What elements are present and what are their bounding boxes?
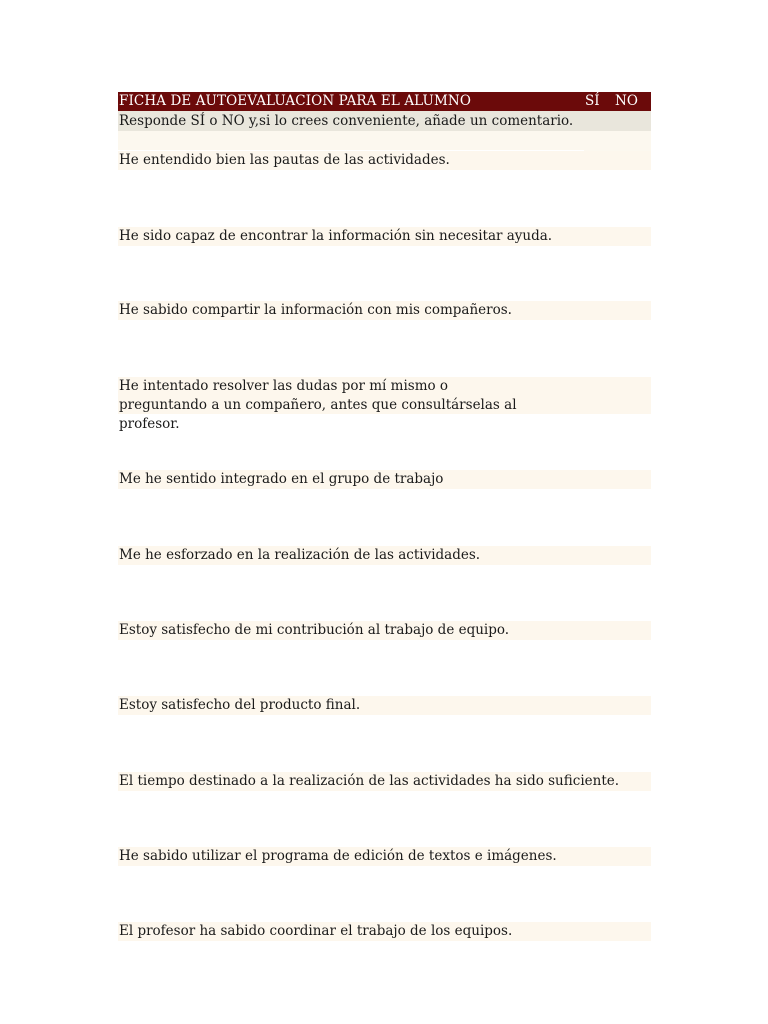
- answer-no-cell[interactable]: [615, 772, 645, 791]
- instructions-row: [118, 111, 651, 131]
- question-text: Estoy satisfecho de mi contribución al trabajo de equipo.: [119, 622, 510, 638]
- answer-si-cell[interactable]: [584, 377, 614, 414]
- answer-no-cell[interactable]: [615, 922, 645, 941]
- answer-no-cell[interactable]: [615, 696, 645, 715]
- question-row: [118, 546, 651, 565]
- header-row: [118, 92, 651, 111]
- answer-no-cell[interactable]: [615, 546, 645, 565]
- question-text: El tiempo destinado a la realización de las actividades ha sido suficiente.: [119, 773, 620, 789]
- answer-no-cell[interactable]: [615, 847, 645, 866]
- question-row: [118, 377, 651, 432]
- question-row: [118, 847, 651, 866]
- column-header-no: NO: [615, 93, 638, 109]
- answer-si-cell[interactable]: [584, 470, 614, 489]
- question-text: He sabido utilizar el programa de edición de textos e imágenes.: [119, 848, 557, 864]
- question-text: He sabido compartir la información con mis compañeros.: [119, 302, 512, 318]
- instructions-text: Responde SÍ o NO y,si lo crees conveniente, añade un comentario.: [119, 113, 574, 129]
- column-header-si: SÍ: [585, 93, 600, 109]
- answer-no-cell[interactable]: [615, 470, 645, 489]
- question-row: [118, 922, 651, 941]
- blank-cell: [118, 131, 584, 151]
- answer-si-cell[interactable]: [584, 847, 614, 866]
- question-row: [118, 227, 651, 246]
- question-text: El profesor ha sabido coordinar el trabajo de los equipos.: [119, 923, 513, 939]
- question-row: [118, 151, 651, 170]
- answer-si-cell[interactable]: [584, 301, 614, 320]
- answer-no-cell[interactable]: [615, 377, 645, 414]
- question-text: Me he esforzado en la realización de las actividades.: [119, 547, 481, 563]
- answer-si-cell[interactable]: [584, 772, 614, 791]
- answer-si-cell[interactable]: [584, 227, 614, 246]
- question-text: Me he sentido integrado en el grupo de trabajo: [119, 471, 444, 487]
- blank-row: [118, 131, 651, 151]
- question-text: Estoy satisfecho del producto final.: [119, 697, 361, 713]
- self-assessment-sheet: [118, 0, 651, 1024]
- answer-si-cell[interactable]: [584, 546, 614, 565]
- answer-si-cell[interactable]: [584, 151, 614, 170]
- answer-si-cell[interactable]: [584, 621, 614, 640]
- question-row: [118, 621, 651, 640]
- sheet-title: FICHA DE AUTOEVALUACION PARA EL ALUMNO: [119, 93, 471, 109]
- question-text: He intentado resolver las dudas por mí mismo o preguntando a un compañero, antes que consultárselas al profesor.: [119, 378, 517, 432]
- question-text: He entendido bien las pautas de las actividades.: [119, 152, 450, 168]
- answer-no-cell[interactable]: [615, 151, 645, 170]
- answer-no-cell[interactable]: [615, 227, 645, 246]
- answer-si-cell[interactable]: [584, 922, 614, 941]
- answer-no-cell[interactable]: [615, 621, 645, 640]
- question-row: [118, 772, 651, 791]
- question-text: He sido capaz de encontrar la información sin necesitar ayuda.: [119, 228, 553, 244]
- answer-no-cell[interactable]: [615, 301, 645, 320]
- answer-si-cell[interactable]: [584, 696, 614, 715]
- question-row: [118, 301, 651, 320]
- question-row: [118, 470, 651, 489]
- question-row: [118, 696, 651, 715]
